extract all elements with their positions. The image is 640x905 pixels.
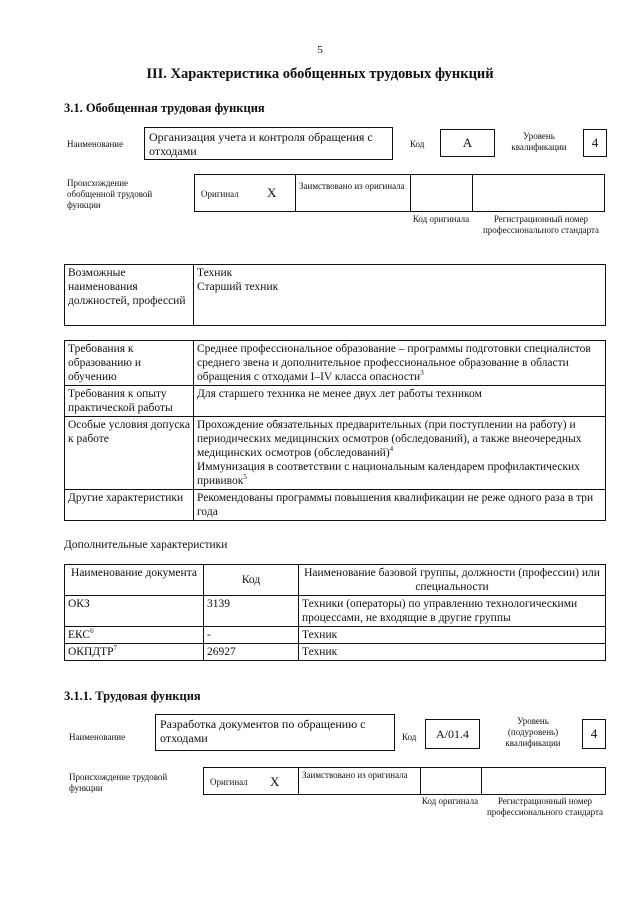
additional-table <box>64 564 606 661</box>
positions-table <box>64 264 606 326</box>
doc-name: ОКПДТР <box>68 646 114 658</box>
gen-func-level-label: Уровень квалификации <box>511 131 567 152</box>
labor-func-level-value: 4 <box>590 726 598 741</box>
labor-func-heading: 3.1.1. Трудовая функция <box>64 689 201 703</box>
code-cell: 26927 <box>204 644 299 661</box>
gen-func-code-value: А <box>462 135 473 150</box>
labor-func-original-label: Оригинал <box>210 777 248 787</box>
positions-label: Возможные наименования должностей, профессий <box>65 265 194 326</box>
labor-func-code-box <box>425 719 480 749</box>
gen-func-heading: 3.1. Обобщенная трудовая функция <box>64 101 265 115</box>
page-number: 5 <box>317 44 323 56</box>
gen-func-level-box <box>583 129 607 157</box>
position-item: Старший техник <box>197 281 279 293</box>
additional-heading: Дополнительные характеристики <box>64 539 228 551</box>
labor-func-reg-num-caption: Регистрационный номер профессионального стандарта <box>486 796 604 817</box>
doc-cell <box>65 627 204 644</box>
divider <box>410 175 411 211</box>
labor-func-original-mark: X <box>270 774 280 789</box>
labor-func-borrowed-label: Заимствовано из оригинала <box>302 770 408 780</box>
table-row <box>65 386 606 417</box>
req-text: Прохождение обязательных предварительных (при поступлении на работу) и периодических медицинских осмотров (обследований), а также внеочередных медицинских осмотров (обследований) <box>197 419 582 459</box>
gen-func-level-value: 4 <box>591 135 599 150</box>
positions-values <box>194 265 606 326</box>
gen-func-borrowed-label: Заимствовано из оригинала <box>299 181 405 191</box>
labor-func-code-value: А/01.4 <box>436 726 469 741</box>
section-title: III. Характеристика обобщенных трудовых функций <box>146 66 494 82</box>
code-cell: 3139 <box>204 596 299 627</box>
footnote-ref: 4 <box>389 445 394 454</box>
labor-func-level-label: Уровень (подуровень) квалификации <box>505 716 561 748</box>
req-label: Требования к опыту практической работы <box>65 386 194 417</box>
doc-name: ЕКС <box>68 629 91 641</box>
footnote-ref: 5 <box>243 473 247 482</box>
divider <box>481 768 482 794</box>
labor-func-name-value: Разработка документов по обращению с отходами <box>160 717 366 745</box>
footnote-ref: 6 <box>90 627 94 636</box>
column-header: Код <box>204 565 299 596</box>
position-item: Техник <box>197 267 233 279</box>
gen-func-name-label: Наименование <box>67 139 124 149</box>
req-value <box>194 417 606 490</box>
divider <box>295 175 296 211</box>
gen-func-original-mark: X <box>267 185 277 200</box>
gen-func-orig-code-caption: Код оригинала <box>412 214 470 224</box>
labor-func-origin-table <box>203 767 606 795</box>
gen-func-name-value: Организация учета и контроля обращения с отходами <box>149 130 373 158</box>
column-header: Наименование документа <box>65 565 204 596</box>
footnote-ref: 3 <box>420 369 424 378</box>
labor-func-origin-label: Происхождение трудовой функции <box>69 772 168 793</box>
requirements-table <box>64 340 606 521</box>
table-row <box>65 490 606 521</box>
table-row <box>65 627 606 644</box>
req-label: Другие характеристики <box>65 490 194 521</box>
footnote-ref: 7 <box>113 644 118 653</box>
gen-func-original-label: Оригинал <box>201 189 239 199</box>
gen-func-origin-label: Происхождение обобщенной трудовой функции <box>67 178 153 210</box>
req-label: Особые условия допуска к работе <box>65 417 194 490</box>
table-header-row <box>65 565 606 596</box>
req-line <box>197 418 602 460</box>
labor-func-name-box <box>155 714 395 751</box>
gen-func-code-box <box>440 129 495 157</box>
doc-name: ОКЗ <box>68 598 90 610</box>
req-text: Среднее профессиональное образование – программы подготовки специалистов среднего звена и дополнительное профессиональное образование в области обращения с отходами I–IV класса опасности <box>197 343 591 383</box>
table-row <box>65 596 606 627</box>
req-text: Иммунизация в соответствии с национальным календарем профилактических прививок <box>197 461 580 487</box>
name-cell: Техник <box>299 627 606 644</box>
name-cell: Техник <box>299 644 606 661</box>
divider <box>420 768 421 794</box>
req-value <box>194 341 606 386</box>
divider <box>298 768 299 794</box>
labor-func-orig-code-caption: Код оригинала <box>421 796 479 806</box>
table-row <box>65 644 606 661</box>
labor-func-name-label: Наименование <box>69 732 126 742</box>
name-cell: Техники (операторы) по управлению технологическими процессами, не входящие в другие группы <box>299 596 606 627</box>
labor-func-level-box <box>582 719 606 749</box>
req-value: Рекомендованы программы повышения квалификации не реже одного раза в три года <box>194 490 606 521</box>
doc-cell <box>65 596 204 627</box>
column-header: Наименование базовой группы, должности (профессии) или специальности <box>299 565 606 596</box>
req-value: Для старшего техника не менее двух лет работы техником <box>194 386 606 417</box>
code-cell: - <box>204 627 299 644</box>
table-row <box>65 417 606 490</box>
divider <box>472 175 473 211</box>
gen-func-reg-num-caption: Регистрационный номер профессионального стандарта <box>482 214 600 235</box>
req-line <box>197 460 602 488</box>
doc-cell <box>65 644 204 661</box>
gen-func-origin-table <box>194 174 605 212</box>
gen-func-name-box <box>144 127 393 160</box>
gen-func-code-label: Код <box>410 139 425 149</box>
labor-func-code-label: Код <box>402 732 417 742</box>
req-label: Требования к образованию и обучению <box>65 341 194 386</box>
table-row <box>65 341 606 386</box>
